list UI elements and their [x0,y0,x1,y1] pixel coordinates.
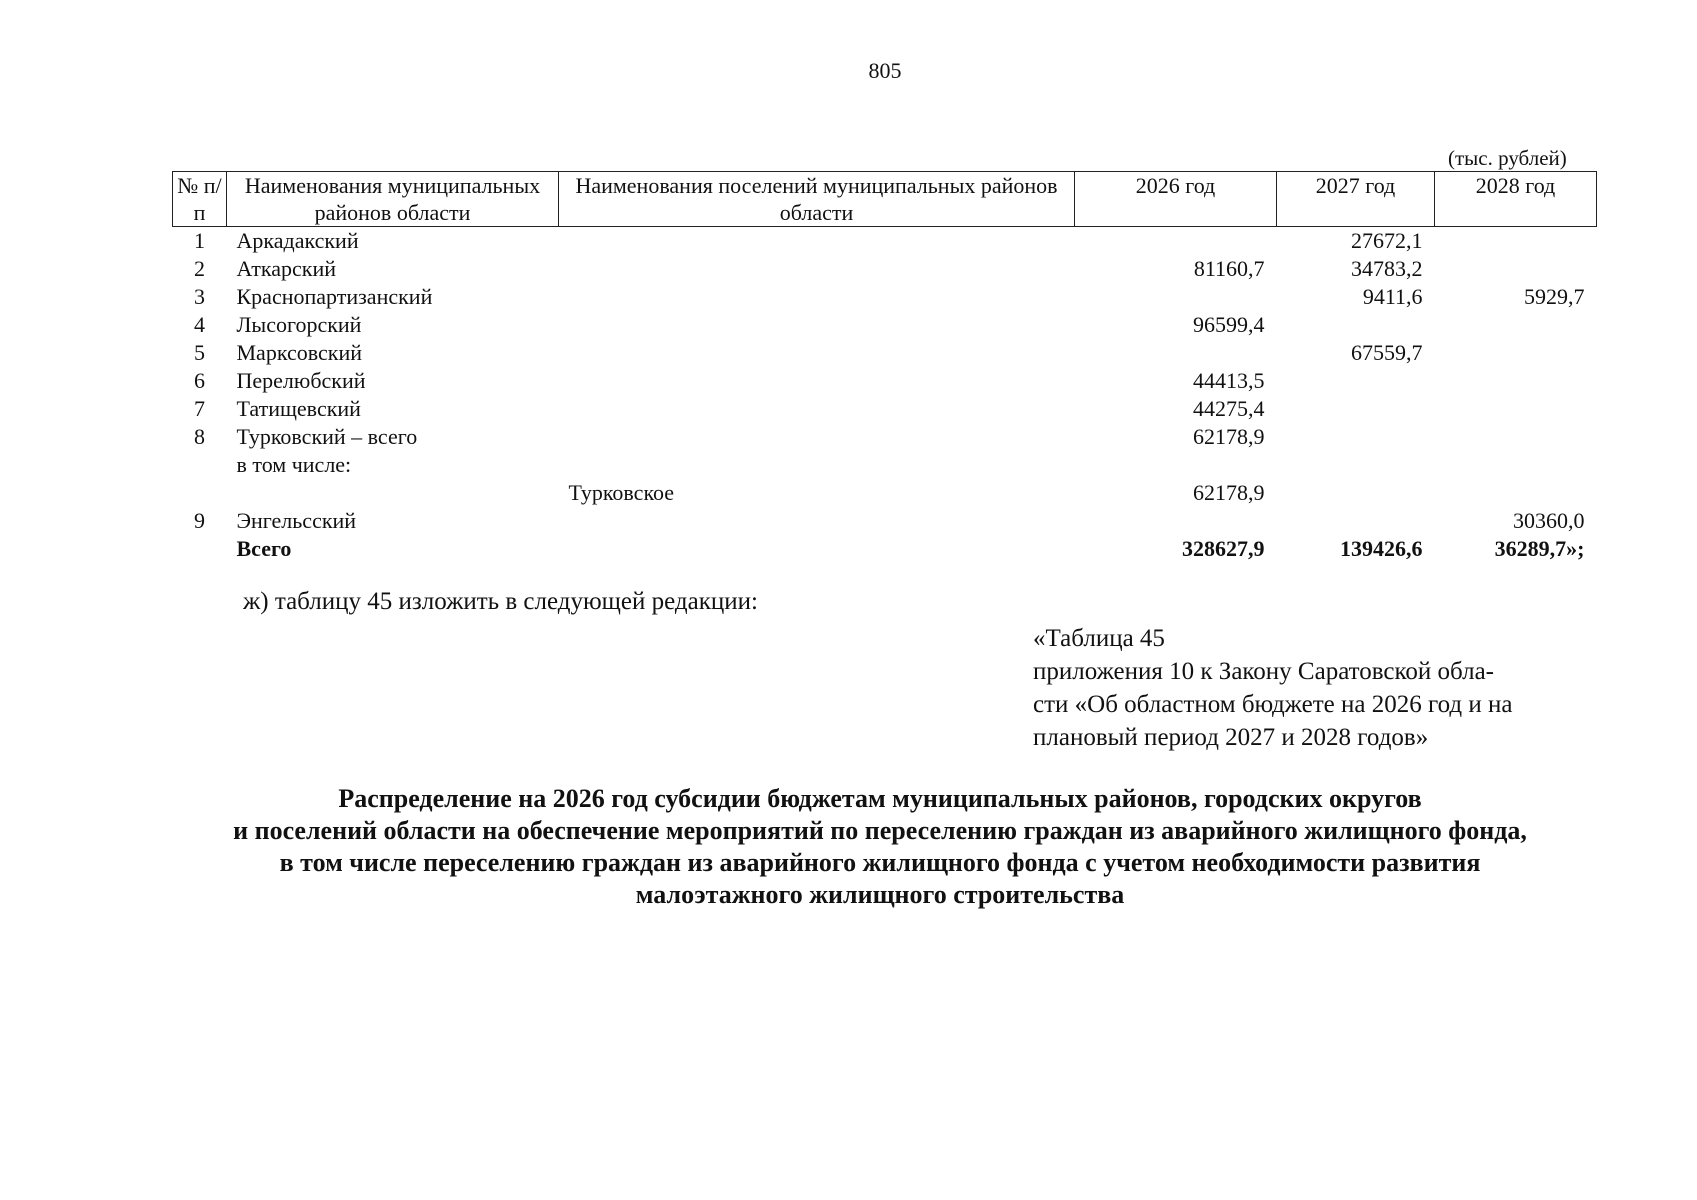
row-2028 [1435,395,1597,423]
row-2028 [1435,367,1597,395]
total-label: Всего [236,536,292,561]
reference-line: сти «Об областном бюджете на 2026 год и на [1033,691,1513,718]
table-row [173,479,1597,507]
table-row [173,255,1597,283]
row-settlement [559,227,1075,256]
row-settlement [559,283,1075,311]
row-num [173,479,227,507]
table-row [173,339,1597,367]
total-settlement [559,535,1075,563]
row-num: 7 [194,396,205,421]
row-2026 [1075,227,1277,256]
row-settlement [559,395,1075,423]
row-num [173,451,227,479]
row-settlement [559,311,1075,339]
row-2026 [1075,339,1277,367]
row-2026 [1075,451,1277,479]
row-2028 [1435,227,1597,256]
row-district [227,479,559,507]
row-num: 2 [194,256,205,281]
row-num: 6 [194,368,205,393]
table-reference [1033,622,1593,754]
units-label: (тыс. рублей) [1448,146,1567,170]
row-num: 8 [194,424,205,449]
row-2028 [1435,451,1597,479]
subsidy-table [172,171,1597,563]
row-2027 [1277,311,1435,339]
row-district: Краснопартизанский [236,284,433,309]
row-2027: 9411,6 [1362,284,1423,309]
total-num [173,535,227,563]
row-2026 [1075,507,1277,535]
row-settlement [559,367,1075,395]
row-2026: 62178,9 [1193,424,1265,449]
table-row [173,311,1597,339]
row-2027 [1277,479,1435,507]
row-settlement [559,451,1075,479]
row-2028: 30360,0 [1513,508,1585,533]
table-row [173,451,1597,479]
row-2027 [1277,367,1435,395]
row-settlement [559,507,1075,535]
row-settlement [559,423,1075,451]
header-2028: 2028 год [1435,172,1597,227]
row-2028: 5929,7 [1524,284,1585,309]
reference-line: плановый период 2027 и 2028 годов» [1033,724,1429,751]
heading-line: малоэтажного жилищного строительства [635,880,1125,909]
header-settlement: Наименования поселений муниципальных районов области [559,172,1075,227]
row-num: 9 [194,508,205,533]
row-2028 [1435,255,1597,283]
row-2026: 62178,9 [1193,480,1265,505]
table-row [173,507,1597,535]
total-2027: 139426,6 [1340,536,1423,561]
page-number: 805 [868,58,902,83]
row-2028 [1435,423,1597,451]
table-header-row [173,172,1597,227]
row-district: Лысогорский [236,312,362,337]
amendment-instruction: ж) таблицу 45 изложить в следующей редакции: [243,588,758,615]
header-2027: 2027 год [1277,172,1435,227]
reference-line: приложения 10 к Закону Саратовской обла- [1033,658,1494,685]
row-settlement [559,339,1075,367]
heading-line: и поселений области на обеспечение мероприятий по переселению граждан из аварийного жилищного фонда, [233,816,1527,845]
row-2026: 81160,7 [1193,256,1265,281]
total-2026: 328627,9 [1182,536,1265,561]
row-district: Энгельсский [236,508,357,533]
row-2027 [1277,395,1435,423]
row-2027 [1277,423,1435,451]
row-district: Аткарский [236,256,337,281]
heading-line: в том числе переселению граждан из аварийного жилищного фонда с учетом необходимости развития [279,848,1481,877]
header-district: Наименования муниципальных районов области [227,172,559,227]
row-num: 4 [194,312,205,337]
row-2026: 96599,4 [1193,312,1265,337]
table-row [173,227,1597,256]
row-2026 [1075,283,1277,311]
row-district: в том числе: [236,452,352,477]
table-row [173,423,1597,451]
row-2028 [1435,479,1597,507]
table-row [173,395,1597,423]
row-settlement [559,255,1075,283]
row-district: Марксовский [236,340,362,365]
row-district: Татищевский [236,396,361,421]
row-2027 [1277,451,1435,479]
header-num: № п/п [173,172,227,227]
header-2026: 2026 год [1075,172,1277,227]
row-2028 [1435,339,1597,367]
row-2027 [1277,507,1435,535]
reference-line: «Таблица 45 [1033,625,1165,652]
table-row [173,283,1597,311]
row-settlement: Турковское [568,480,675,505]
row-2028 [1435,311,1597,339]
total-2028: 36289,7»; [1494,536,1585,561]
row-2027: 67559,7 [1351,340,1423,365]
heading-line: Распределение на 2026 год субсидии бюджетам муниципальных районов, городских округов [338,784,1422,813]
row-2026: 44275,4 [1193,396,1265,421]
row-district: Перелюбский [236,368,366,393]
row-num: 3 [194,284,205,309]
section-heading [150,783,1610,911]
row-district: Аркадакский [236,228,359,253]
row-district: Турковский – всего [236,424,418,449]
row-2027: 27672,1 [1351,228,1423,253]
table-total-row [173,535,1597,563]
table-row [173,367,1597,395]
row-num: 1 [194,228,205,253]
row-2026: 44413,5 [1193,368,1265,393]
row-num: 5 [194,340,205,365]
row-2027: 34783,2 [1351,256,1423,281]
